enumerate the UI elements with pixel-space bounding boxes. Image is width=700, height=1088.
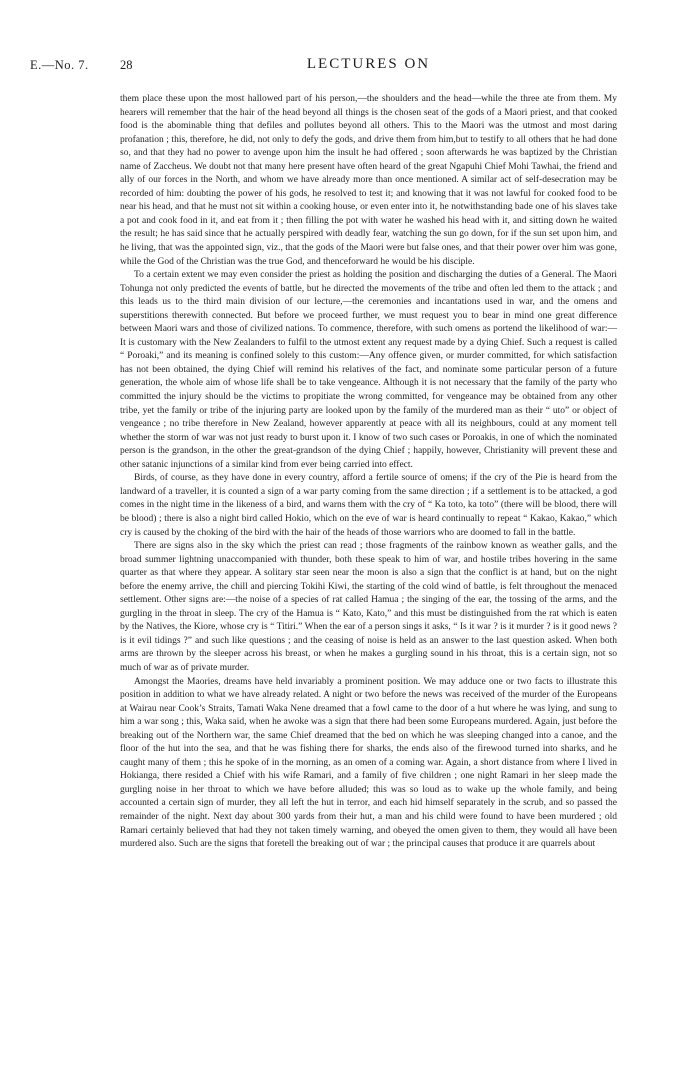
page-number: 28 [120, 58, 133, 72]
running-title: LECTURES ON [306, 56, 431, 72]
body-text [120, 93, 617, 852]
page-header [30, 56, 617, 76]
document-reference: E.—No. 7. [30, 58, 89, 72]
paragraph-5: Amongst the Maories, dreams have held invariably a prominent position. We may adduce one or two facts to illustrate this position in addition to what we have already related. A night or two before the news was received of the murder of the Europeans at Wairau near Cook’s Straits, Tamati Waka Nene dreamed that a fowl came to the door of a hut where he was lying, and sung to him a war song ; this, Waka said, when he awoke was a sign that there had been some Europeans murdered. Again, just before the breaking out of the Northern war, the same Chief dreamed that the bed on which he was sleeping changed into a canoe, and the floor of the hut into the sea, and that he was fishing there for sharks, the ends also of the firewood turned into sharks, and he caught many of them ; this he spoke of in the morning, as an omen of a coming war. Again, a short distance from where I lived in Hokianga, there resided a Chief with his wife Ramari, and a family of five children ; one night Ramari in her sleep made the gurgling noise in her throat to which we have before alluded; this was so loud as to wake up the whole family, and being accounted a certain sign of murder, they all left the hut in terror, and each hid himself separately in the scrub, and so passed the remainder of the night. Next day about 300 yards from their hut, a man and his child were found to have been murdered ; old Ramari certainly believed that had they not taken timely warning, and obeyed the omen given to them, they would all have been murdered also. Such are the signs that foretell the breaking out of war ; the principal causes that produce it are quarrels about [120, 676, 617, 850]
paragraph-4: There are signs also in the sky which the priest can read ; those fragments of the rainbow known as weather galls, and the broad summer lightning unaccompanied with thunder, both these speak to him of war, and hostile tribes hovering in the same quarter as that where they appear. A solitary star seen near the moon is also a sign that the conflict is at hand, but on the night before the enemy arrive, the chill and piercing Tokihi Kiwi, the starting of the cold wind of battle, is felt throughout the menaced settlement. Other signs are:—the noise of a species of rat called Hamua ; the singing of the ear, the tossing of the arms, and the gurgling in the throat in sleep. The cry of the Hamua is “ Kato, Kato,” and this must be distinguished from the rat which is eaten by the Natives, the Kiore, whose cry is “ Titiri.” When the ear of a person sings it asks, “ Is it war ? is it murder ? is it good news ? is it evil tidings ?” and such like questions ; and the ceasing of noise is held as an answer to the last question asked. When both arms are thrown by the sleeper across his breast, or when he makes a gurgling sound in his throat, this is a certain sign, not so much of war as of private murder. [120, 541, 617, 673]
paragraph-2: To a certain extent we may even consider the priest as holding the position and discharging the duties of a General. The Maori Tohunga not only predicted the events of battle, but he directed the movements of the tribe and often led them to the attack ; and this leads us to the third main division of our lecture,—the ceremonies and incantations used in war, and the omens and superstitions therewith connected. But before we proceed further, we must request you to bear in mind one great difference between Maori wars and those of civilized nations. To commence, therefore, with such omens as portend the likelihood of war:—It is customary with the New Zealanders to fulfil to the utmost extent any request made by a dying Chief. Such a request is called “ Poroaki,” and its meaning is confined solely to this custom:—Any offence given, or murder committed, for which satisfaction has not been obtained, the dying Chief will remind his relatives of the fact, and nominate some particular person of a future generation, the whole aim of whose life shall be to take vengeance. Although it is not necessary that the family of the party who committed the injury should be the victims to propitiate the wrong committed, for vengeance may be obtained from any other tribe, yet the family or tribe of the injuring party are looked upon by the family of the murdered man as their “ uto” or object of vengeance ; no tribe therefore in New Zealand, however apparently at peace with all its neighbours, could at any moment tell whether the storm of war was not just ready to burst upon it. I know of two such cases or Poroakis, in one of which the nominated person is the grandson, in the other the great-grandson of the dying Chief ; happily, however, Christianity will prevent these and other satanic injunctions of a similar kind from ever being carried into effect. [120, 270, 617, 470]
paragraph-3: Birds, of course, as they have done in every country, afford a fertile source of omens; if the cry of the Pie is heard from the landward of a traveller, it is counted a sign of a war party coming from the same direction ; if a settlement is to be attacked, a god comes in the night time in the likeness of a bird, and warns them with the cry of “ Ka toto, ka toto” (there will be blood, there will be blood) ; there is also a night bird called Hokio, which on the eve of war is heard continually to repeat “ Kakao, Kakao,” which cry is caused by the choking of the bird with the hair of the heads of those warriors who are doomed to fall in the battle. [120, 473, 617, 538]
paragraph-1: them place these upon the most hallowed part of his person,—the shoulders and the head—while the three ate from them. My hearers will remember that the hair of the head beyond all things is the chosen seat of the gods of a Maori priest, and that cooked food is the abominable thing that defiles and pollutes beyond all others. This to the Maori was the utmost and most daring profanation ; this, therefore, he did, not only to defy the gods, and drive them from him,but to testify to all others that he had done so, and that they had no power to avenge upon him the insult he had offered ; soon afterwards he was baptized by the Christian name of Zaccheus. We doubt not that many here present have often heard of the great Ngapuhi Chief Mohi Tawhai, the friend and ally of our forces in the North, and whom we have already more than once mentioned. A similar act of self-desecration may be recorded of him: doubting the power of his gods, he resolved to test it; and knowing that it was not lawful for cooked food to be near his head, and that he must not sit within a cooking house, or even enter into it, he notwithstanding bade one of his slaves take a pot and cook food in it, and eat from it ; then filling the pot with water he washed his head with it, and sitting down he waited the result; he has said since that he actually perspired with deadly fear, watching the sun go down, for if the sun set upon him, and he living, that was the appointed sign, viz., that the gods of the Maori were but false ones, and that their power over him was gone, while the God of the Christian was the true God, and thenceforward he would be his disciple. [120, 94, 617, 267]
